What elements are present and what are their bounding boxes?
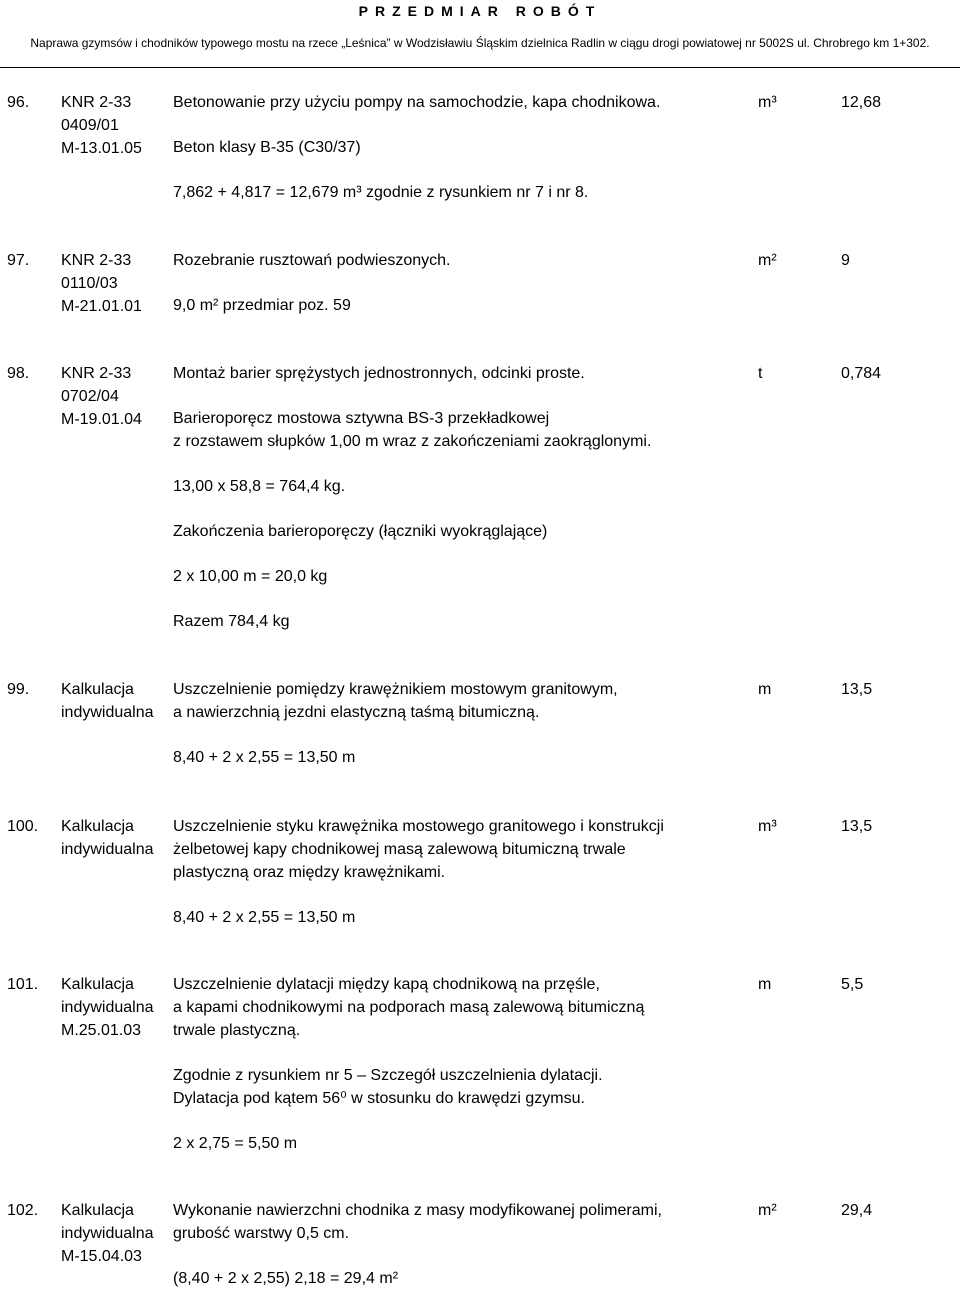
entry-unit: m³ (758, 818, 777, 835)
description-line: trwale plastyczną. (173, 1022, 301, 1039)
entry-quantity: 12,68 (841, 94, 882, 111)
entry-code-line: M-21.01.01 (61, 298, 142, 315)
entry-number: 98. (7, 365, 30, 382)
description-line: Betonowanie przy użyciu pompy na samochodzie, kapa chodnikowa. (173, 94, 661, 111)
entry-quantity: 0,784 (841, 365, 882, 382)
entry-codes (61, 362, 171, 431)
description-line: Uszczelnienie styku krawężnika mostowego granitowego i konstrukcji (173, 818, 664, 835)
entry-quantity: 29,4 (841, 1202, 873, 1219)
description-line: 8,40 + 2 x 2,55 = 13,50 m (173, 909, 356, 926)
line-spacer (173, 159, 733, 181)
entry-codes (61, 678, 171, 724)
entry-quantity: 13,5 (841, 818, 873, 835)
entry-codes (61, 249, 171, 318)
entry-code-line: M-13.01.05 (61, 140, 142, 157)
entry-code-line: Kalkulacja (61, 818, 134, 835)
entry-unit: m (758, 681, 772, 698)
entry-codes (61, 1199, 171, 1268)
entry-code-line: indywidualna (61, 1225, 154, 1242)
entry-quantity: 13,5 (841, 681, 873, 698)
description-line: Uszczelnienie dylatacji między kapą chodnikową na przęśle, (173, 976, 600, 993)
description-line: plastyczną oraz między krawężnikami. (173, 864, 446, 881)
entry-codes (61, 815, 171, 861)
description-line: a kapami chodnikowymi na podporach masą zalewową bitumiczną (173, 999, 645, 1016)
entry-code-line: indywidualna (61, 704, 154, 721)
entry-code-line: Kalkulacja (61, 681, 134, 698)
project-description: Naprawa gzymsów i chodników typowego mostu na rzece „Leśnica” w Wodzisławiu Śląskim dzielnica Radlin w ciągu drogi powiatowej nr 5002S ul. Chrobrego km 1+302. (30, 36, 930, 50)
entry-codes (61, 973, 171, 1042)
line-spacer (173, 588, 733, 610)
entry-number: 100. (7, 818, 39, 835)
description-line: Beton klasy B-35 (C30/37) (173, 139, 361, 156)
description-line: 13,00 x 58,8 = 764,4 kg. (173, 478, 346, 495)
entry-code-line: indywidualna (61, 841, 154, 858)
entry-unit: m³ (758, 94, 777, 111)
description-line: 2 x 10,00 m = 20,0 kg (173, 568, 328, 585)
description-line: Razem 784,4 kg (173, 613, 290, 630)
entry-code-line: indywidualna (61, 999, 154, 1016)
line-spacer (173, 1110, 733, 1132)
document-title: PRZEDMIAR ROBÓT (358, 3, 602, 19)
entry-code-line: Kalkulacja (61, 976, 134, 993)
description-line: Barieroporęcz mostowa sztywna BS-3 przekładkowej (173, 410, 550, 427)
entry-code-line: M.25.01.03 (61, 1022, 142, 1039)
description-line: Zakończenia barieroporęczy (łączniki wyokrąglające) (173, 523, 548, 540)
entry-code-line: M-15.04.03 (61, 1248, 142, 1265)
entry-description (173, 973, 733, 1155)
description-line: Zgodnie z rysunkiem nr 5 – Szczegół uszczelnienia dylatacji. (173, 1067, 603, 1084)
entry-code-line: KNR 2-33 (61, 365, 132, 382)
entry-quantity: 9 (841, 252, 850, 269)
description-line: Rozebranie rusztowań podwieszonych. (173, 252, 451, 269)
entry-code-line: 0110/03 (61, 275, 118, 292)
description-line: 7,862 + 4,817 = 12,679 m³ zgodnie z rysunkiem nr 7 i nr 8. (173, 184, 589, 201)
description-line: 2 x 2,75 = 5,50 m (173, 1135, 298, 1152)
entry-code-line: Kalkulacja (61, 1202, 134, 1219)
entry-code-line: 0409/01 (61, 117, 119, 134)
line-spacer (173, 453, 733, 475)
entry-number: 99. (7, 681, 30, 698)
description-line: Wykonanie nawierzchni chodnika z masy modyfikowanej polimerami, (173, 1202, 662, 1219)
entry-unit: m² (758, 1202, 777, 1219)
header-divider (0, 67, 960, 68)
entry-number: 96. (7, 94, 30, 111)
line-spacer (173, 724, 733, 746)
description-line: 8,40 + 2 x 2,55 = 13,50 m (173, 749, 356, 766)
description-line: z rozstawem słupków 1,00 m wraz z zakończeniami zaokrąglonymi. (173, 433, 652, 450)
description-line: 9,0 m² przedmiar poz. 59 (173, 297, 351, 314)
line-spacer (173, 543, 733, 565)
line-spacer (173, 498, 733, 520)
entry-description (173, 91, 733, 204)
entry-number: 101. (7, 976, 39, 993)
entry-code-line: KNR 2-33 (61, 252, 132, 269)
entry-quantity: 5,5 (841, 976, 864, 993)
description-line: żelbetowej kapy chodnikowej masą zalewową bitumiczną trwale (173, 841, 626, 858)
entry-code-line: KNR 2-33 (61, 94, 132, 111)
description-line: a nawierzchnią jezdni elastyczną taśmą bitumiczną. (173, 704, 540, 721)
description-line: Dylatacja pod kątem 56⁰ w stosunku do krawędzi gzymsu. (173, 1090, 585, 1107)
description-line: Uszczelnienie pomiędzy krawężnikiem mostowym granitowym, (173, 681, 618, 698)
entry-number: 97. (7, 252, 30, 269)
entry-unit: m (758, 976, 772, 993)
entry-code-line: 0702/04 (61, 388, 119, 405)
entry-number: 102. (7, 1202, 39, 1219)
line-spacer (173, 884, 733, 906)
line-spacer (173, 1245, 733, 1267)
line-spacer (173, 272, 733, 294)
line-spacer (173, 1042, 733, 1064)
entry-description (173, 815, 733, 929)
description-line: Montaż barier sprężystych jednostronnych, odcinki proste. (173, 365, 585, 382)
description-line: (8,40 + 2 x 2,55) 2,18 = 29,4 m² (173, 1270, 399, 1287)
entry-codes (61, 91, 171, 160)
line-spacer (173, 385, 733, 407)
entry-unit: m² (758, 252, 777, 269)
line-spacer (173, 114, 733, 136)
entry-description (173, 1199, 733, 1290)
entry-description (173, 678, 733, 769)
entry-unit: t (758, 365, 763, 382)
entry-code-line: M-19.01.04 (61, 411, 142, 428)
entry-description (173, 249, 733, 317)
description-line: grubość warstwy 0,5 cm. (173, 1225, 350, 1242)
entry-description (173, 362, 733, 633)
